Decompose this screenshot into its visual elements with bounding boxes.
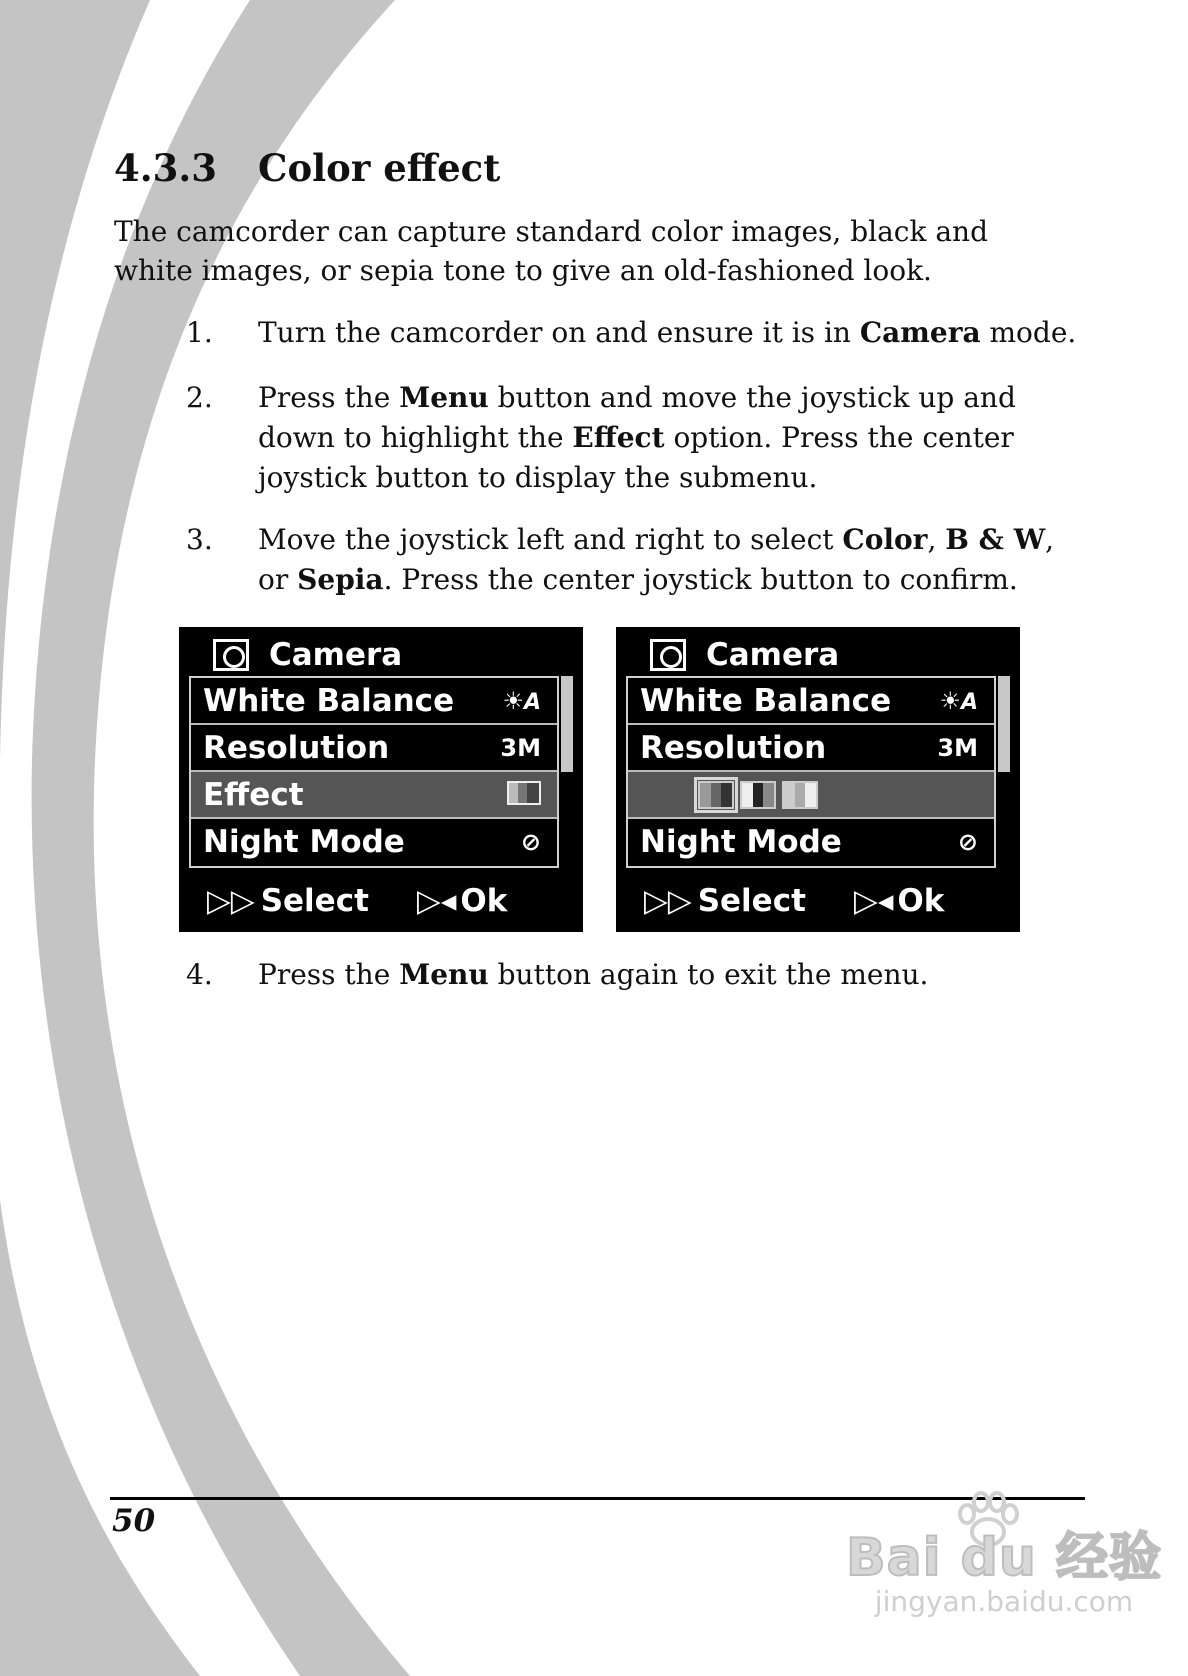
step-2 bbox=[186, 378, 1086, 498]
camera-menu-screen-2 bbox=[616, 627, 1020, 932]
sepia-icon[interactable] bbox=[782, 781, 818, 809]
night-mode-off-icon: ⊘ bbox=[520, 828, 541, 856]
select-hint: ▷▷ Select bbox=[207, 883, 369, 919]
select-hint: ▷▷ Select bbox=[644, 883, 806, 919]
intro-paragraph: The camcorder can capture standard color images, black and white images, or sepia tone to give an old-fashioned look. bbox=[114, 215, 989, 287]
section-heading bbox=[114, 146, 501, 190]
step-text: Turn the camcorder on and ensure it is in Camera mode. bbox=[258, 316, 1077, 349]
resolution-value: 3M bbox=[937, 734, 978, 762]
ok-hint: ▷◂ Ok bbox=[854, 883, 945, 919]
section-number: 4.3.3 bbox=[114, 146, 217, 190]
menu-item-effect[interactable]: Effect bbox=[191, 772, 557, 819]
joystick-press-icon: ▷◂ bbox=[854, 883, 894, 919]
ok-hint: ▷◂ Ok bbox=[417, 883, 508, 919]
step-1 bbox=[186, 313, 1086, 353]
scroll-thumb[interactable] bbox=[561, 676, 573, 772]
section-title: Color effect bbox=[258, 146, 501, 190]
menu-item-night-mode[interactable]: Night Mode ⊘ bbox=[640, 824, 978, 860]
menu-list bbox=[626, 676, 996, 868]
menu-item-resolution[interactable]: Resolution 3M bbox=[628, 725, 994, 772]
color-icon[interactable] bbox=[698, 781, 734, 809]
step-text: Move the joystick left and right to select Color, B & W, or Sepia. Press the center joystick button to confirm. bbox=[258, 523, 1055, 596]
menu-list bbox=[189, 676, 559, 868]
joystick-select-icon: ▷▷ bbox=[644, 883, 692, 919]
screen-footer bbox=[644, 879, 994, 923]
step-text: Press the Menu button again to exit the menu. bbox=[258, 958, 929, 991]
step-number: 3. bbox=[186, 523, 213, 556]
menu-item-resolution[interactable]: Resolution 3M bbox=[191, 725, 557, 772]
screen-footer bbox=[207, 879, 557, 923]
watermark-url: jingyan.baidu.com bbox=[874, 1585, 1134, 1618]
step-number: 1. bbox=[186, 316, 213, 349]
resolution-value: 3M bbox=[500, 734, 541, 762]
page-number: 50 bbox=[112, 1503, 156, 1539]
effect-options bbox=[698, 781, 818, 809]
baidu-watermark bbox=[846, 1530, 1162, 1618]
color-effect-icon bbox=[507, 781, 541, 805]
scrollbar[interactable] bbox=[998, 676, 1010, 868]
camera-icon bbox=[650, 639, 686, 671]
menu-item-white-balance[interactable]: White Balance ☀A bbox=[191, 678, 557, 725]
joystick-select-icon: ▷▷ bbox=[207, 883, 255, 919]
watermark-brand: Bai du 经验 bbox=[846, 1528, 1162, 1588]
step-4 bbox=[186, 955, 1086, 995]
joystick-press-icon: ▷◂ bbox=[417, 883, 457, 919]
step-3 bbox=[186, 520, 1086, 600]
scrollbar[interactable] bbox=[561, 676, 573, 868]
footer-rule bbox=[110, 1497, 1085, 1500]
menu-item-night-mode[interactable]: Night Mode ⊘ bbox=[203, 824, 541, 860]
auto-white-balance-icon: ☀A bbox=[502, 687, 541, 715]
screen-title: Camera bbox=[269, 637, 403, 673]
effect-submenu bbox=[628, 772, 994, 819]
step-number: 2. bbox=[186, 381, 213, 414]
screen-title-bar bbox=[650, 635, 839, 675]
night-mode-off-icon: ⊘ bbox=[957, 828, 978, 856]
camera-icon bbox=[213, 639, 249, 671]
auto-white-balance-icon: ☀A bbox=[939, 687, 978, 715]
black-white-icon[interactable] bbox=[740, 781, 776, 809]
menu-item-white-balance[interactable]: White Balance ☀A bbox=[628, 678, 994, 725]
screen-title-bar bbox=[213, 635, 402, 675]
camera-menu-screen-1 bbox=[179, 627, 583, 932]
step-number: 4. bbox=[186, 958, 213, 991]
step-text: Press the Menu button and move the joystick up and down to highlight the Effect option. Press the center joystick button to display the submenu. bbox=[258, 381, 1016, 494]
screen-title: Camera bbox=[706, 637, 840, 673]
scroll-thumb[interactable] bbox=[998, 676, 1010, 772]
